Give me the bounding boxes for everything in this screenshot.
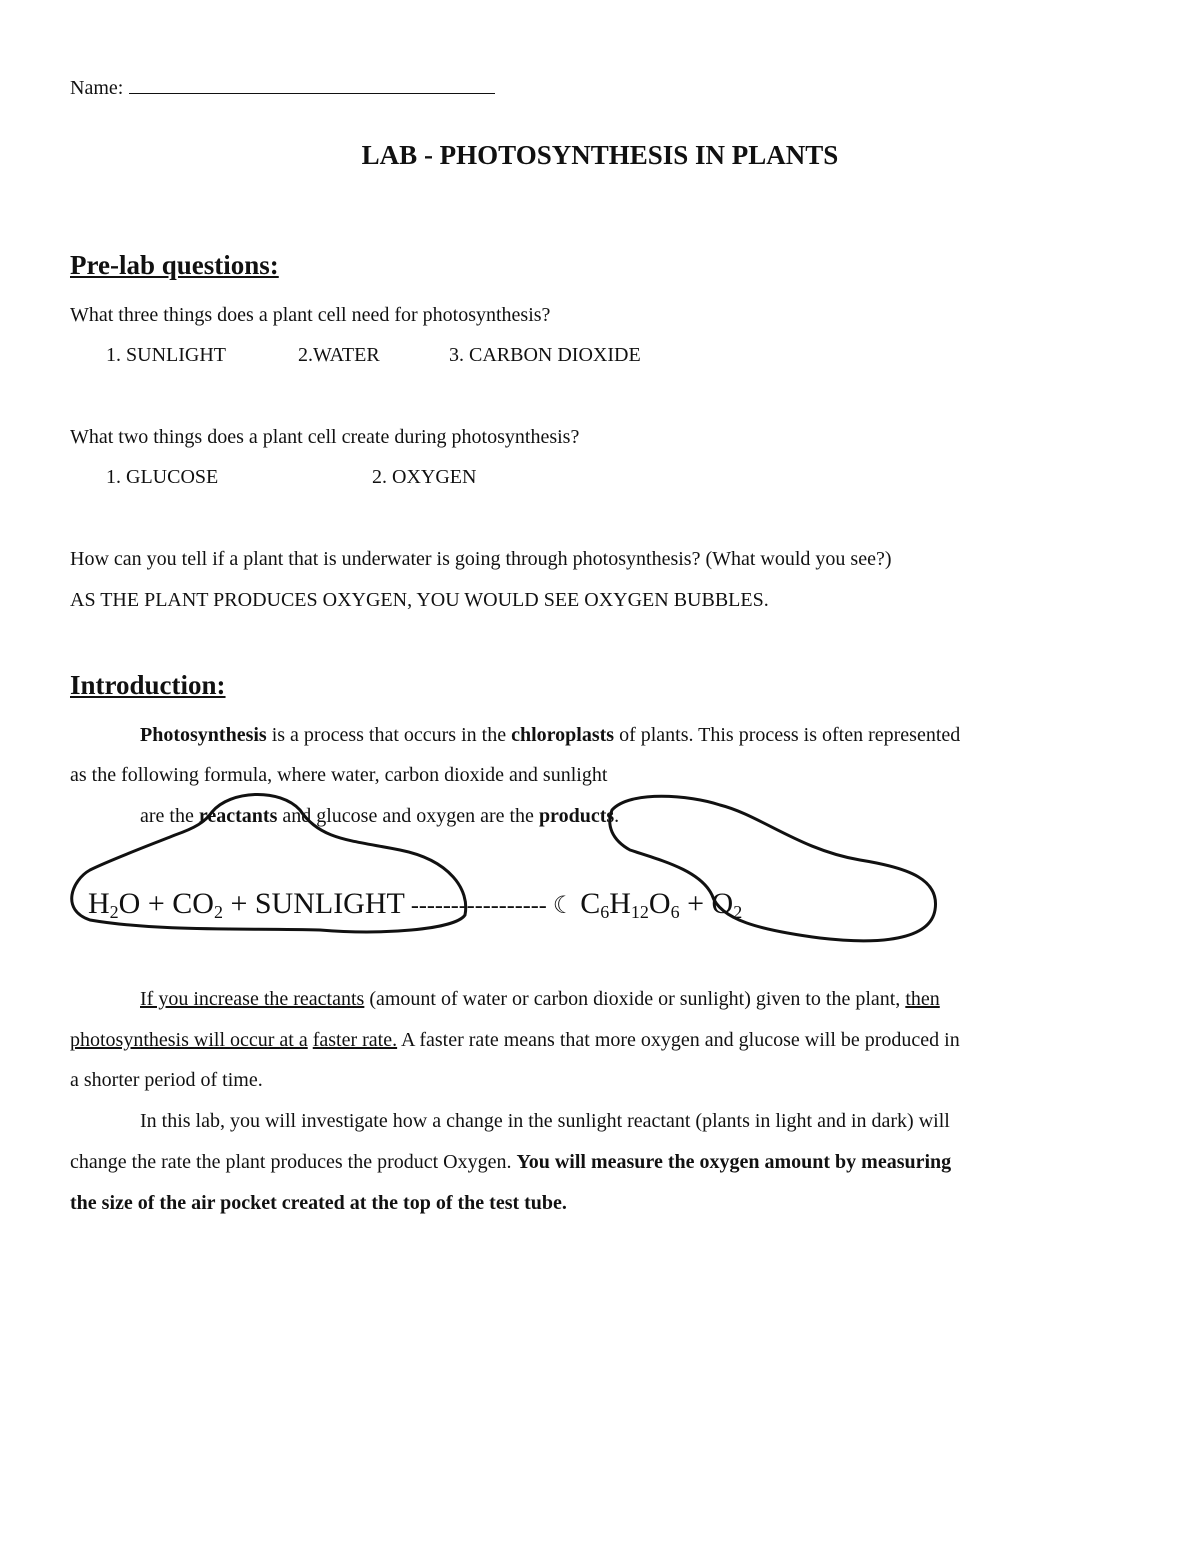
intro-text: change the rate the plant produces the product Oxygen. — [70, 1151, 517, 1173]
introduction-heading: Introduction: — [70, 670, 226, 700]
intro-paragraph-1-line-1 — [140, 723, 960, 747]
intro-paragraph-2-line-2 — [70, 1028, 960, 1052]
prelab-heading: Pre-lab questions: — [70, 250, 279, 280]
formula-part: + O — [679, 887, 734, 920]
answer-2-item-2: 2. OXYGEN — [372, 466, 477, 488]
formula-subscript: 12 — [630, 902, 649, 922]
underlined-text: faster rate. — [312, 1029, 398, 1051]
formula-subscript: 6 — [670, 902, 680, 922]
answer-2-item-1: 1. GLUCOSE — [106, 466, 219, 488]
page-title: LAB - PHOTOSYNTHESIS IN PLANTS — [361, 140, 839, 170]
formula-subscript: 6 — [600, 902, 610, 922]
formula-part: H — [88, 887, 110, 920]
formula-part: O + CO — [118, 887, 214, 920]
intro-paragraph-3-line-1: In this lab, you will investigate how a change in the sunlight reactant (plants in light and in dark) will — [140, 1110, 950, 1132]
formula-subscript: 2 — [109, 902, 119, 922]
term-reactants: reactants — [198, 805, 278, 827]
photosynthesis-formula — [88, 886, 742, 930]
formula-subscript: 2 — [213, 902, 223, 922]
answer-1-item-3: 3. CARBON DIOXIDE — [449, 344, 641, 366]
question-3: How can you tell if a plant that is underwater is going through photosynthesis? (What would you see?) — [70, 548, 892, 570]
underlined-text: then — [905, 988, 940, 1010]
answer-1-item-1: 1. SUNLIGHT — [106, 344, 226, 366]
formula-arrow: ----------------- ☾ — [404, 893, 581, 919]
term-photosynthesis: Photosynthesis — [140, 724, 267, 746]
bold-instruction: You will measure the oxygen amount by measuring — [516, 1151, 952, 1173]
underlined-text: photosynthesis will occur at a — [70, 1029, 308, 1051]
formula-part: O — [648, 887, 671, 920]
intro-paragraph-2-line-1 — [140, 987, 940, 1011]
question-2: What two things does a plant cell create during photosynthesis? — [70, 426, 580, 448]
intro-paragraph-3-line-3: the size of the air pocket created at the top of the test tube. — [70, 1192, 567, 1214]
term-products: products — [538, 805, 615, 827]
name-label: Name: — [70, 77, 124, 99]
intro-text: and glucose and oxygen are the — [277, 805, 539, 827]
intro-text: is a process that occurs in the — [266, 724, 512, 746]
name-field — [70, 75, 495, 100]
name-blank-line[interactable] — [129, 75, 495, 94]
formula-part: C — [580, 887, 601, 920]
intro-text: A faster rate means that more oxygen and glucose will be produced in — [397, 1029, 960, 1051]
formula-part: H — [609, 887, 631, 920]
intro-paragraph-3-line-2 — [70, 1150, 951, 1174]
formula-part: + SUNLIGHT — [222, 887, 405, 920]
formula-subscript: 2 — [733, 902, 743, 922]
intro-text: are the — [140, 805, 199, 827]
underlined-text: If you increase the reactants — [140, 988, 365, 1010]
term-chloroplasts: chloroplasts — [511, 724, 615, 746]
intro-paragraph-1-line-2: as the following formula, where water, carbon dioxide and sunlight — [70, 764, 608, 786]
answer-3: AS THE PLANT PRODUCES OXYGEN, YOU WOULD SEE OXYGEN BUBBLES. — [70, 589, 769, 611]
intro-text: . — [614, 805, 620, 827]
intro-text: of plants. This process is often represented — [614, 724, 961, 746]
answer-1-item-2: 2.WATER — [298, 344, 380, 366]
intro-text: (amount of water or carbon dioxide or sunlight) given to the plant, — [364, 988, 906, 1010]
question-1: What three things does a plant cell need for photosynthesis? — [70, 304, 551, 326]
intro-paragraph-1-line-3 — [140, 804, 619, 828]
intro-paragraph-2-line-3: a shorter period of time. — [70, 1069, 263, 1091]
